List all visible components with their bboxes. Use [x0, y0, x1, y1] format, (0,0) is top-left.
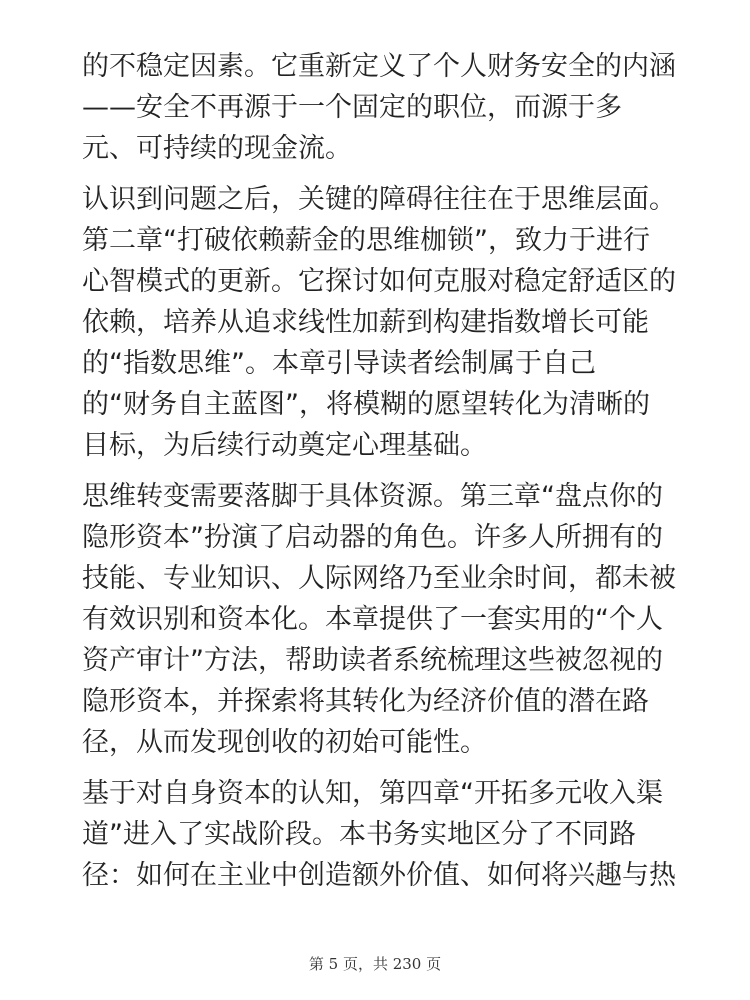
text-line: 径：如何在主业中创造额外价值、如何将兴趣与热 — [82, 860, 676, 891]
text-line: 有效识别和资本化。本章提供了一套实用的“个人 — [82, 604, 663, 635]
text-line: 道”进入了实战阶段。本书务实地区分了不同路 — [82, 819, 636, 850]
text-line: 的“指数思维”。本章引导读者绘制属于自己 — [82, 348, 596, 379]
page-number: 第 5 页，共 230 页 — [308, 955, 442, 973]
text-line: 基于对自身资本的认知，第四章“开拓多元收入渠 — [82, 778, 663, 809]
text-line: 隐形资本”扮演了启动器的角色。许多人所拥有的 — [82, 522, 663, 553]
text-line: 目标，为后续行动奠定心理基础。 — [82, 430, 487, 461]
text-line: 的“财务自主蓝图”，将模糊的愿望转化为清晰的 — [82, 389, 650, 420]
text-line: 认识到问题之后，关键的障碍往往在于思维层面。 — [82, 184, 676, 215]
text-line: ——安全不再源于一个固定的职位，而源于多 — [82, 92, 622, 123]
text-line: 思维转变需要落脚于具体资源。第三章“盘点你的 — [82, 481, 663, 512]
text-line: 技能、专业知识、人际网络乃至业余时间，都未被 — [82, 563, 676, 594]
paragraph-4 — [82, 773, 682, 896]
text-line: 依赖，培养从追求线性加薪到构建指数增长可能 — [82, 307, 649, 338]
text-line: 心智模式的更新。它探讨如何克服对稳定舒适区的 — [82, 266, 676, 297]
text-line: 第二章“打破依赖薪金的思维枷锁”，致力于进行 — [82, 225, 650, 256]
paragraph-1 — [82, 46, 682, 169]
text-line: 隐形资本，并探索将其转化为经济价值的潜在路 — [82, 686, 649, 717]
text-line: 的不稳定因素。它重新定义了个人财务安全的内涵 — [82, 51, 676, 82]
text-line: 元、可持续的现金流。 — [82, 133, 352, 164]
paragraph-2 — [82, 179, 682, 466]
text-line: 资产审计”方法，帮助读者系统梳理这些被忽视的 — [82, 645, 663, 676]
body-text — [82, 46, 682, 906]
paragraph-3 — [82, 476, 682, 763]
text-line: 径，从而发现创收的初始可能性。 — [82, 727, 487, 758]
